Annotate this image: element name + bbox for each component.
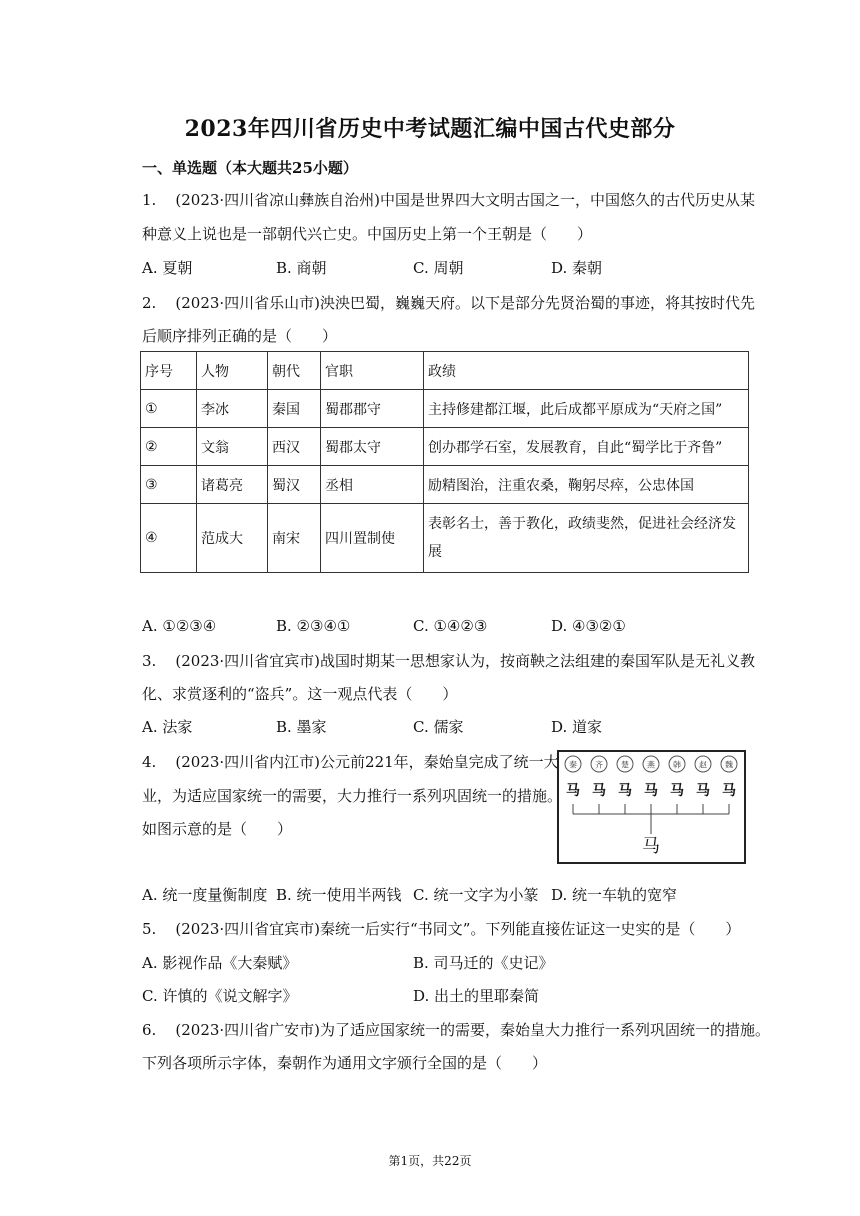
q2-text-line2: 后顺序排列正确的是（ ） [142, 327, 338, 345]
state-label: 楚 [621, 760, 629, 770]
q1-option-a: A. 夏朝 [142, 259, 193, 277]
state-label: 齐 [595, 760, 603, 770]
table-header-cell: 序号 [141, 352, 197, 390]
q2-text-line1: 2. (2023·四川省乐山市)泱泱巴蜀，巍巍天府。以下是部分先贤治蜀的事迹，将其按时代先 [142, 294, 756, 312]
table-cell: 励精图治，注重农桑，鞠躬尽瘁，公忠体国 [424, 466, 749, 504]
q1-option-d: D. 秦朝 [551, 259, 603, 277]
q2-table [140, 351, 749, 573]
table-cell: ④ [141, 504, 197, 573]
q3-option-b: B. 墨家 [276, 718, 327, 736]
state-glyph: 马 [644, 783, 658, 799]
state-label: 秦 [569, 760, 577, 770]
table-cell: 文翁 [197, 428, 268, 466]
q3-option-a: A. 法家 [142, 718, 193, 736]
q1-text-line1: 1. (2023·四川省凉山彝族自治州)中国是世界四大文明古国之一，中国悠久的古代历史从某 [142, 191, 756, 209]
table-header-cell: 政绩 [424, 352, 749, 390]
table-header-cell: 人物 [197, 352, 268, 390]
q2-option-b: B. ②③④① [276, 617, 351, 635]
q1-text-line2: 种意义上说也是一部朝代兴亡史。中国历史上第一个王朝是（ ） [142, 225, 593, 243]
q5-text-line1: 5. (2023·四川省宜宾市)秦统一后实行“书同文”。下列能直接佐证这一史实的是（ ） [142, 920, 741, 938]
table-cell: 范成大 [197, 504, 268, 573]
table-header-cell: 官职 [321, 352, 424, 390]
document-title: 2023年四川省历史中考试题汇编中国古代史部分 [184, 116, 676, 142]
q3-text-line2: 化、求赏逐利的“盗兵”。这一观点代表（ ） [142, 685, 458, 703]
section-heading: 一、单选题（本大题共25小题） [142, 159, 358, 177]
table-cell: 表彰名士，善于教化，政绩斐然，促进社会经济发展 [424, 504, 749, 573]
table-cell: 丞相 [321, 466, 424, 504]
table-row [141, 390, 749, 428]
q4-option-d: D. 统一车轨的宽窄 [551, 886, 678, 904]
state-glyph: 马 [618, 783, 632, 799]
table-cell: 四川置制使 [321, 504, 424, 573]
state-glyph: 马 [722, 783, 736, 799]
q5-option-b: B. 司马迁的《史记》 [413, 954, 554, 972]
state-glyph: 马 [696, 783, 710, 799]
q3-text-line1: 3. (2023·四川省宜宾市)战国时期某一思想家认为，按商鞅之法组建的秦国军队是无礼义教 [142, 652, 756, 670]
table-row [141, 428, 749, 466]
script-diagram [559, 752, 744, 862]
table-header-cell: 朝代 [268, 352, 321, 390]
table-cell: 蜀郡太守 [321, 428, 424, 466]
q2-option-d: D. ④③②① [551, 617, 626, 635]
page-footer: 第1页，共22页 [388, 1154, 472, 1168]
state-glyph: 马 [592, 783, 606, 799]
q6-text-line2: 下列各项所示字体，秦朝作为通用文字颁行全国的是（ ） [142, 1054, 548, 1072]
q4-script-unification-image [557, 750, 746, 864]
q6-text-line1: 6. (2023·四川省广安市)为了适应国家统一的需要，秦始皇大力推行一系列巩固统一的措施。 [142, 1021, 771, 1039]
q4-text-line3: 如图示意的是（ ） [142, 820, 293, 838]
q1-option-c: C. 周朝 [413, 259, 464, 277]
state-glyph: 马 [566, 783, 580, 799]
q4-text-line2: 业，为适应国家统一的需要，大力推行一系列巩固统一的措施。 [142, 787, 563, 805]
q1-option-b: B. 商朝 [276, 259, 327, 277]
q3-option-c: C. 儒家 [413, 718, 464, 736]
table-cell: 西汉 [268, 428, 321, 466]
table-cell: ② [141, 428, 197, 466]
table-cell: ③ [141, 466, 197, 504]
q2-option-a: A. ①②③④ [142, 617, 217, 635]
q4-option-c: C. 统一文字为小篆 [413, 886, 539, 904]
q3-option-d: D. 道家 [551, 718, 603, 736]
result-glyph: 马 [642, 836, 660, 857]
table-cell: 诸葛亮 [197, 466, 268, 504]
q4-option-b: B. 统一使用半两钱 [276, 886, 402, 904]
table-cell: 创办郡学石室，发展教育，自此“蜀学比于齐鲁” [424, 428, 749, 466]
q5-option-d: D. 出土的里耶秦简 [413, 987, 540, 1005]
table-cell: 蜀郡郡守 [321, 390, 424, 428]
q2-option-c: C. ①④②③ [413, 617, 488, 635]
table-cell: 主持修建都江堰，此后成都平原成为“天府之国” [424, 390, 749, 428]
state-label: 韩 [673, 760, 681, 770]
table-cell: 李冰 [197, 390, 268, 428]
table-row [141, 466, 749, 504]
table-cell: 秦国 [268, 390, 321, 428]
state-label: 赵 [699, 760, 707, 770]
table-cell: ① [141, 390, 197, 428]
state-label: 燕 [647, 760, 655, 770]
q4-option-a: A. 统一度量衡制度 [142, 886, 268, 904]
table-row [141, 504, 749, 573]
table-cell: 蜀汉 [268, 466, 321, 504]
q5-option-c: C. 许慎的《说文解字》 [142, 987, 298, 1005]
q4-text-line1: 4. (2023·四川省内江市)公元前221年，秦始皇完成了统一大 [142, 753, 559, 771]
table-header-row [141, 352, 749, 390]
state-glyph: 马 [670, 783, 684, 799]
table-cell: 南宋 [268, 504, 321, 573]
q5-option-a: A. 影视作品《大秦赋》 [142, 954, 298, 972]
state-label: 魏 [725, 760, 733, 770]
